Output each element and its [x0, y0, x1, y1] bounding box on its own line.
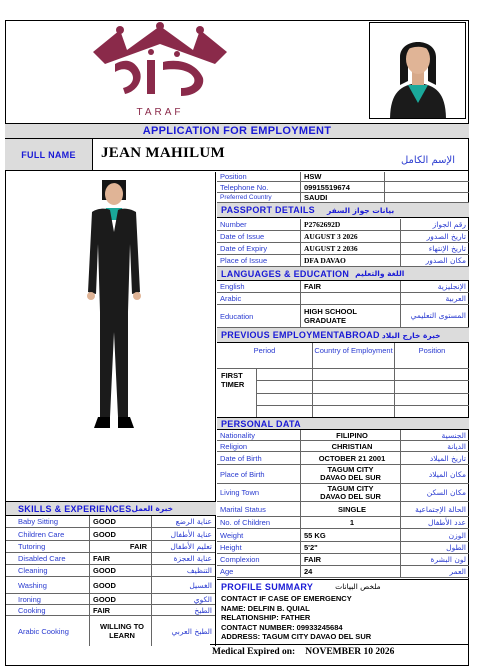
- nationality-value: FILIPINO: [301, 430, 401, 440]
- passport-table: [217, 219, 469, 267]
- position-column-header: Position: [418, 346, 446, 355]
- employment-title-arabic: خبرة خارج البلاد: [381, 330, 441, 340]
- date-of-birth-value: OCTOBER 21 2001: [301, 452, 401, 464]
- emergency-contact-heading: CONTACT IF CASE OF EMERGENCY: [221, 594, 352, 603]
- profile-summary-text: [221, 594, 467, 642]
- languages-title-arabic: اللغة والتعليم: [355, 269, 405, 278]
- living-town-label: Living Town: [217, 484, 301, 501]
- skills-section-header: [6, 502, 216, 516]
- profile-section-header: [217, 579, 469, 593]
- skill-cooking-label: Cooking: [6, 605, 90, 615]
- taraf-logo: [85, 22, 235, 122]
- full-name-value: JEAN MAHILUM: [101, 145, 226, 161]
- english-label: English: [217, 281, 301, 292]
- marital-status-label: Marital Status: [217, 502, 301, 516]
- skill-tutoring-arabic: تعليم الأطفال: [170, 542, 212, 551]
- height-arabic: الطول: [446, 543, 466, 552]
- marital-status-value: SINGLE: [301, 502, 401, 516]
- date-of-birth-label: Date of Birth: [217, 452, 301, 464]
- passport-number-value: P2762692D: [301, 219, 401, 230]
- skill-tutoring-label: Tutoring: [6, 541, 90, 552]
- marital-status-arabic: الحالة الإجتماعية: [415, 504, 466, 514]
- place-of-issue-arabic: مكان الصدور: [425, 256, 466, 265]
- date-of-expiry-value: AUGUST 2 2036: [301, 243, 401, 254]
- age-arabic: العمر: [449, 567, 466, 576]
- profile-title: PROFILE SUMMARY: [221, 581, 314, 592]
- languages-table: [217, 281, 469, 328]
- passport-section-header: [217, 203, 469, 218]
- languages-section-header: [217, 267, 469, 281]
- children-value: 1: [301, 517, 401, 528]
- portrait-photo: [369, 22, 466, 119]
- personal-table-bottom: [217, 502, 469, 578]
- skill-cleaning-arabic: التنظيف: [186, 566, 212, 575]
- position-value: HSW: [301, 172, 385, 181]
- logo-text: TARAF: [136, 107, 184, 118]
- skill-cleaning-label: Cleaning: [6, 565, 90, 576]
- education-value: HIGH SCHOOL GRADUATE: [301, 305, 401, 327]
- religion-arabic: الديانة: [447, 441, 466, 451]
- position-block: [217, 172, 469, 203]
- preferred-country-label: Preferred Country: [217, 193, 301, 202]
- medical-expiry-value: NOVEMBER 10 2026: [305, 646, 395, 657]
- skill-children-care-arabic: عناية الأطفال: [170, 529, 212, 539]
- skills-title-arabic: خبرة العمل: [131, 504, 174, 513]
- place-of-birth-arabic: مكان الميلاد: [428, 469, 466, 479]
- skill-baby-sitting-arabic: عناية الرضع: [175, 517, 212, 526]
- skill-washing-label: Washing: [6, 577, 90, 593]
- arabic-arabic: العربية: [445, 294, 466, 303]
- skill-washing-arabic: الغسيل: [189, 580, 212, 590]
- skill-ironing-label: Ironing: [6, 594, 90, 604]
- period-column-header: Period: [217, 343, 313, 368]
- full-name-label: FULL NAME: [5, 139, 93, 170]
- skill-children-care-value: GOOD: [90, 528, 152, 540]
- english-arabic: الإنجليزية: [437, 282, 466, 291]
- weight-arabic: الوزن: [448, 530, 466, 540]
- preferred-country-value: SAUDI: [301, 193, 385, 202]
- emergency-contact-relationship: RELATIONSHIP: FATHER: [221, 613, 311, 622]
- first-timer-label: FIRST TIMER: [221, 371, 245, 389]
- skill-arabic-cooking-arabic: الطبخ العربي: [171, 626, 212, 636]
- place-of-birth-label: Place of Birth: [217, 465, 301, 483]
- skill-tutoring-value: FAIR: [90, 541, 152, 552]
- medical-expiry-label: Medical Expired on:: [212, 646, 296, 657]
- skill-cooking-value: FAIR: [90, 605, 152, 615]
- weight-label: Weight: [217, 529, 301, 541]
- living-town-arabic: مكان السكن: [426, 488, 466, 497]
- height-value: 5'2": [301, 542, 401, 553]
- skill-cooking-arabic: الطبخ: [194, 605, 212, 615]
- personal-table-top: [217, 430, 469, 502]
- children-label: No. of Children: [217, 517, 301, 528]
- place-of-issue-label: Place of Issue: [217, 255, 301, 266]
- date-of-expiry-arabic: تاريخ الإنتهاء: [428, 244, 466, 253]
- skill-disabled-care-value: FAIR: [90, 553, 152, 564]
- passport-number-label: Number: [217, 219, 301, 230]
- emergency-contact-address: ADDRESS: TAGUM CITY DAVAO DEL SUR: [221, 632, 372, 641]
- full-body-photo: [6, 172, 216, 502]
- skill-disabled-care-label: Disabled Care: [6, 553, 90, 564]
- languages-title: LANGUAGES & EDUCATION: [221, 268, 350, 279]
- age-label: Age: [217, 566, 301, 577]
- skills-table: [6, 516, 216, 646]
- complexion-value: FAIR: [301, 554, 401, 565]
- skill-baby-sitting-value: GOOD: [90, 516, 152, 527]
- height-label: Height: [217, 542, 301, 553]
- children-arabic: عدد الأطفال: [428, 518, 466, 527]
- skill-cleaning-value: GOOD: [90, 565, 152, 576]
- date-of-issue-value: AUGUST 3 2026: [301, 231, 401, 242]
- place-of-issue-value: DFA DAVAO: [301, 255, 401, 266]
- date-of-issue-label: Date of Issue: [217, 231, 301, 242]
- emergency-contact-name: NAME: DELFIN B. QUIAL: [221, 603, 310, 613]
- telephone-label: Telephone No.: [217, 182, 301, 192]
- telephone-value: 09915519674: [301, 182, 385, 192]
- skill-ironing-arabic: الكوي: [193, 594, 212, 604]
- passport-title-arabic: بيانات جواز السفر: [326, 205, 395, 215]
- medical-expiry-row: [210, 644, 469, 658]
- skill-baby-sitting-label: Baby Sitting: [6, 516, 90, 527]
- weight-value: 55 KG: [301, 529, 401, 541]
- profile-title-arabic: ملخص البيانات: [335, 582, 381, 591]
- religion-value: CHRISTIAN: [301, 441, 401, 451]
- country-column-header: Country of Employment: [313, 343, 395, 368]
- complexion-label: Complexion: [217, 554, 301, 565]
- date-of-birth-arabic: تاريخ الميلاد: [429, 453, 466, 463]
- employment-section-header: [217, 328, 469, 343]
- date-of-issue-arabic: تاريخ الصدور: [426, 232, 466, 241]
- passport-number-arabic: رقم الجواز: [432, 220, 466, 229]
- english-value: FAIR: [301, 281, 401, 292]
- full-name-row: [5, 139, 469, 171]
- skills-title: SKILLS & EXPERIENCES: [18, 503, 132, 514]
- position-label: Position: [217, 172, 301, 181]
- religion-label: Religion: [217, 441, 301, 451]
- living-town-value: TAGUM CITY DAVAO DEL SUR: [301, 484, 401, 501]
- skill-arabic-cooking-value: WILLING TO LEARN: [90, 616, 152, 646]
- emergency-contact-number: CONTACT NUMBER: 09933245684: [221, 622, 343, 632]
- skill-ironing-value: GOOD: [90, 594, 152, 604]
- skill-children-care-label: Children Care: [6, 528, 90, 540]
- arabic-label: Arabic: [217, 293, 301, 304]
- education-arabic: المستوى التعليمي: [410, 311, 466, 320]
- place-of-birth-value: TAGUM CITY DAVAO DEL SUR: [301, 465, 401, 483]
- application-title-bar: [5, 123, 469, 139]
- employment-title: PREVIOUS EMPLOYMENTABROAD: [221, 330, 380, 340]
- complexion-arabic: لون البشرة: [430, 555, 466, 564]
- personal-title: PERSONAL DATA: [221, 418, 301, 429]
- arabic-value: [301, 293, 401, 304]
- education-label: Education: [217, 305, 301, 327]
- skill-disabled-care-arabic: عناية العجزة: [173, 554, 212, 563]
- nationality-arabic: الجنسية: [441, 430, 466, 440]
- age-value: 24: [301, 566, 401, 577]
- skill-arabic-cooking-label: Arabic Cooking: [6, 616, 90, 646]
- nationality-label: Nationality: [217, 430, 301, 440]
- application-title: APPLICATION FOR EMPLOYMENT: [142, 125, 332, 137]
- full-name-arabic: الإسم الكامل: [400, 155, 455, 166]
- personal-section-header: [217, 417, 469, 430]
- passport-title: PASSPORT DETAILS: [221, 205, 315, 215]
- date-of-expiry-label: Date of Expiry: [217, 243, 301, 254]
- skill-washing-value: GOOD: [90, 577, 152, 593]
- employment-table: [217, 343, 469, 417]
